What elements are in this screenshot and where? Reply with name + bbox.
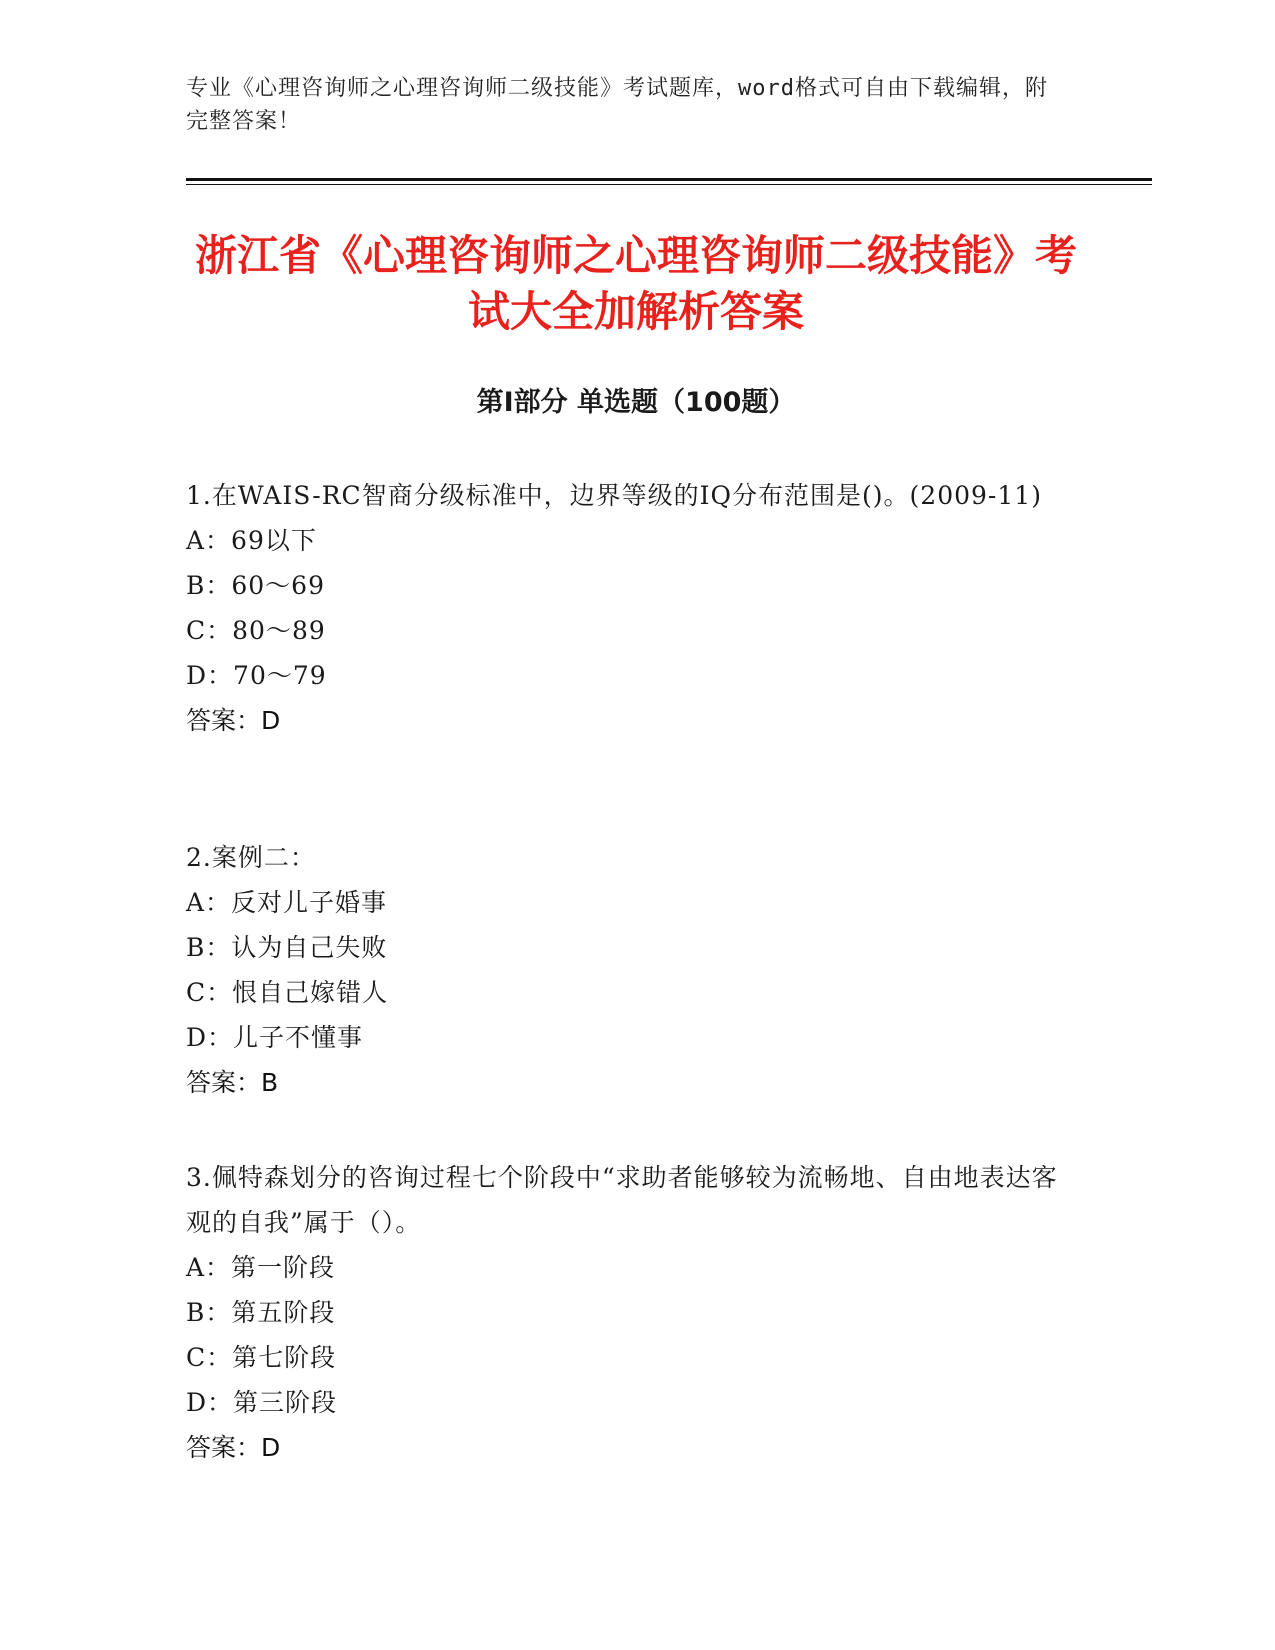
answer: 答案：B	[186, 1068, 279, 1097]
answer: 答案：D	[186, 1433, 281, 1462]
option-a: A：反对儿子婚事	[186, 888, 388, 917]
option-d: D：儿子不懂事	[186, 1023, 364, 1052]
option-c: C：第七阶段	[186, 1343, 337, 1372]
question-2	[186, 835, 1066, 1105]
question-1	[186, 473, 1066, 743]
section-title: 第Ⅰ部分 单选题（100题）	[476, 387, 796, 418]
question-stem: 3.佩特森划分的咨询过程七个阶段中“求助者能够较为流畅地、自由地表达客观的自我”属于（）。	[186, 1163, 1058, 1237]
header-note: 专业《心理咨询师之心理咨询师二级技能》考试题库，word格式可自由下载编辑，附完整答案！	[186, 76, 1048, 134]
option-b: B：第五阶段	[186, 1298, 336, 1327]
option-a: A：第一阶段	[186, 1253, 336, 1282]
option-b: B：60～69	[186, 571, 325, 600]
document-title: 浙江省《心理咨询师之心理咨询师二级技能》考试大全加解析答案	[194, 231, 1077, 336]
answer: 答案：D	[186, 706, 281, 735]
option-a: A：69以下	[186, 526, 317, 555]
header-rule-thick	[186, 178, 1152, 181]
option-b: B：认为自己失败	[186, 933, 388, 962]
question-stem: 1.在WAIS-RC智商分级标准中，边界等级的IQ分布范围是()。(2009-11)	[186, 481, 1042, 510]
question-3	[186, 1155, 1066, 1470]
option-d: D：70～79	[186, 661, 327, 690]
option-c: C：恨自己嫁错人	[186, 978, 389, 1007]
question-stem: 2.案例二：	[186, 843, 316, 872]
header-rule-thin	[186, 184, 1152, 185]
option-d: D：第三阶段	[186, 1388, 338, 1417]
option-c: C：80～89	[186, 616, 326, 645]
